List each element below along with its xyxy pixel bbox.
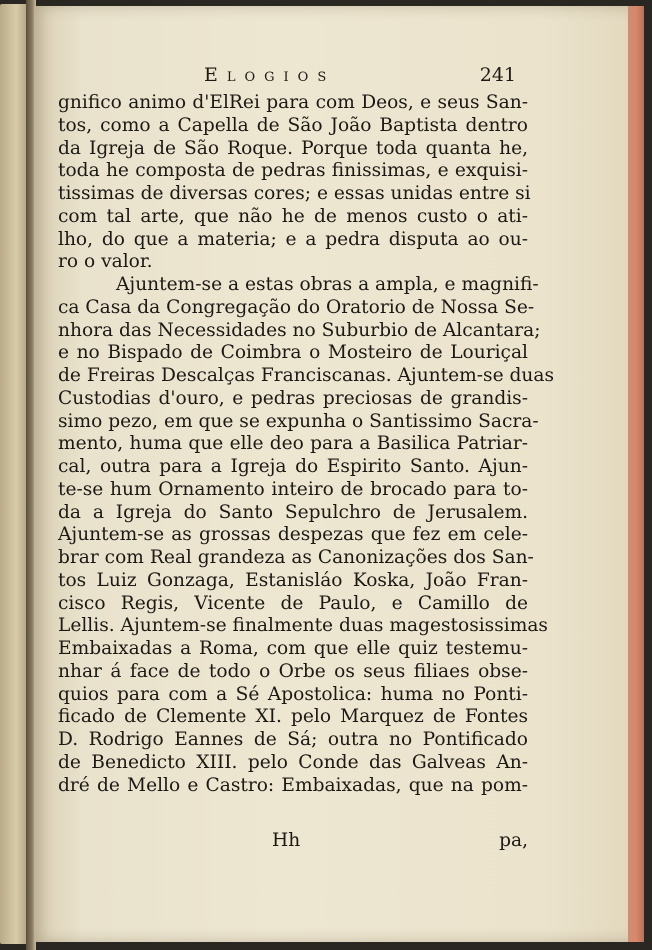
text-line: ro o valor. [58, 251, 153, 273]
signature-mark: Hh [272, 830, 301, 851]
text-line: Custodias d'ouro, e pedras preciosas de grandis- [58, 387, 528, 409]
page-header [56, 64, 516, 88]
text-line: cisco Regis, Vicente de Paulo, e Camillo de [58, 592, 528, 614]
text-line: gnifico animo d'ElRei para com Deos, e seus San- [58, 92, 528, 113]
body-text [58, 92, 555, 797]
text-line: simo pezo, em que se expunha o Santissimo Sacra- [58, 410, 539, 432]
text-line: Embaixadas a Roma, com que elle quiz testemu- [58, 638, 528, 659]
text-line: brar com Real grandeza as Canonizações dos San- [58, 547, 534, 568]
text-line: Ajuntem-se a estas obras a ampla, e magnifi- [116, 274, 539, 295]
text-line: da Igreja de São Roque. Porque toda quanta he, [58, 137, 528, 159]
text-line: D. Rodrigo Eannes de Sá; outra no Pontificado [58, 729, 528, 750]
text-line: Lellis. Ajuntem-se finalmente duas magestosissimas [58, 615, 548, 637]
text-line: tos, como a Capella de São João Baptista dentro [58, 114, 528, 136]
text-line: mento, huma que elle deo para a Basilica Patriar- [58, 433, 528, 455]
text-line: ca Casa da Congregação do Oratorio de Nossa Se- [58, 296, 535, 318]
text-line: nhora das Necessidades no Suburbio de Alcantara; [58, 319, 541, 341]
text-line: nhar á face de todo o Orbe os seus filiaes obse- [58, 660, 528, 682]
running-head: Elogios [204, 64, 336, 86]
text-line: tos Luiz Gonzaga, Estanisláo Koska, João Fran- [58, 569, 528, 591]
text-line: tissimas de diversas cores; e essas unidas entre si [58, 183, 531, 204]
text-line: cal, outra para a Igreja do Espirito Santo. Ajun- [58, 456, 528, 477]
text-line: ficado de Clemente XI. pelo Marquez de Fontes [58, 706, 528, 728]
text-line: toda he composta de pedras finissimas, e exquisi- [58, 160, 528, 182]
text-line: te-se hum Ornamento inteiro de brocado para to- [58, 478, 528, 500]
text-line: com tal arte, que não he de menos custo o ati- [58, 205, 528, 227]
text-line: lho, do que a materia; e a pedra disputa ao ou- [58, 228, 528, 250]
text-line: de Benedicto XIII. pelo Conde das Galveas An- [58, 751, 528, 773]
page-number: 241 [479, 64, 516, 86]
page-footer [58, 830, 528, 854]
text-line: da a Igreja do Santo Sepulchro de Jerusalem. [58, 501, 528, 523]
catchword: pa, [499, 830, 528, 851]
text-line: de Freiras Descalças Franciscanas. Ajuntem-se duas [58, 365, 555, 386]
text-line: Ajuntem-se as grossas despezas que fez em cele- [58, 524, 528, 546]
text-line: dré de Mello e Castro: Embaixadas, que na pom- [58, 774, 528, 796]
text-line: e no Bispado de Coimbra o Mosteiro de Louriçal [58, 342, 528, 364]
text-line: quios para com a Sé Apostolica: huma no Ponti- [58, 683, 528, 705]
red-page-edge [628, 6, 644, 942]
